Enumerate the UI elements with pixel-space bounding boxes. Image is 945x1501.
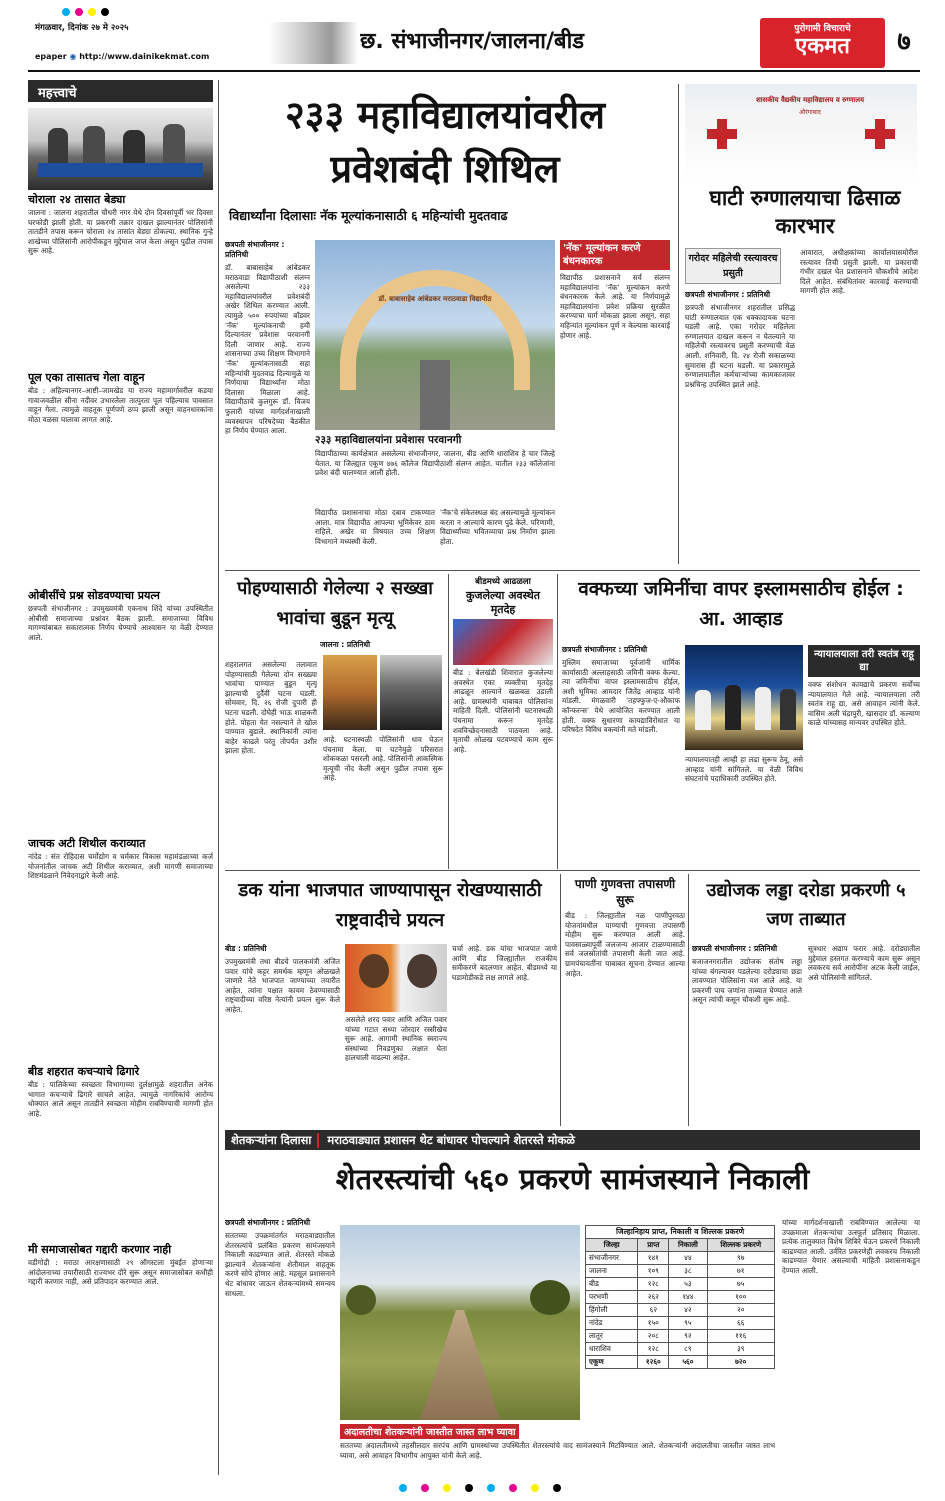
hospital-headline: घाटी रुग्णालयाचा ढिसाळ कारभार [709, 186, 901, 238]
farm-table-cell: एकूण [586, 1356, 638, 1369]
sidebar-item-head: बीड शहरात कचऱ्याचे ढिगारे [28, 1065, 140, 1078]
farm-table-header: प्राप्त [638, 1239, 669, 1252]
waqf-box-head: न्यायालयाला तरी स्वतंत्र राहू द्या [808, 645, 920, 677]
water-headline: पाणी गुणवत्ता तपासणी सुरू [574, 877, 676, 907]
hospital-col2: आवारात, अधीक्षकांच्या कार्यालयासमोरील रस्त्यावर तिची प्रसुती झाली. या प्रकाराची गंभीर दखल घेत प्रशासनाने चौकशीचे आदेश दिले आहेत. संबंधितांवर कारवाई करण्याची मागणी होत आहे. [800, 248, 918, 296]
farm-table-cell: धाराशिव [586, 1343, 638, 1356]
lead-photo-caption: २३३ महाविद्यालयांना प्रवेशास परवानगी [315, 434, 462, 446]
red-cross-icon [865, 119, 895, 149]
lead-box-head: 'नॅक' मूल्यांकन करणे बंधनकारक [560, 240, 670, 270]
beed-headline: कुजलेल्या अवस्थेत मृतदेह [465, 589, 541, 616]
waqf-photo [685, 645, 803, 750]
section-rule-2 [225, 870, 920, 871]
sidebar-item [28, 371, 213, 586]
banner-text: मराठवाड्यात प्रशासन थेट बांधावर पोचल्याने शेतरस्ते मोकळे [327, 1132, 576, 1147]
farm-table-row [586, 1304, 775, 1317]
water-story [565, 876, 685, 1126]
sidebar-item-head: पूल एका तासातच गेला वाहून [28, 371, 145, 384]
hospital-byline: छत्रपती संभाजीनगर : प्रतिनिधी [685, 290, 771, 299]
sidebar-item-body: छत्रपती संभाजीनगर : उपमुख्यमंत्री एकनाथ शिंदे यांच्या उपस्थितीत ओबीसी समाजाच्या प्रश्नांवर बैठक झाली. समाजाच्या विविध मागण्यांबाबत सकारात्मक निर्णय घेण्याचे आश्वासन या वेळी देण्यात आले. [28, 604, 213, 642]
epaper-url[interactable]: http://www.dainikekmat.com [79, 52, 210, 61]
farm-table-cell: १२८ [638, 1343, 669, 1356]
drown-photo-2 [380, 655, 442, 730]
drown-headline: पोहण्यासाठी गेलेल्या २ सख्खा भावांचा बुडून मृत्यू [237, 578, 433, 629]
farm-table-title: जिल्हानिहाय प्राप्त, निकाली व शिल्लक प्रकरणे [586, 1226, 775, 1239]
farm-table-header: निकाली [669, 1239, 707, 1252]
waqf-headline: वक्फच्या जमिनींचा वापर इस्लामसाठीच होईल : आ. आव्हाड [578, 578, 904, 630]
hospital-body: छत्रपती संभाजीनगर शहरातील प्रसिद्ध घाटी रुग्णालयात एक धक्कादायक घटना घडली आहे. एका गरोदर महिलेला रुग्णालयात दाखल करून न घेतल्याने या महिलेची रस्त्यावरच प्रसुती करण्याची वेळ आली. शनिवारी, दि. २४ रोजी सकाळच्या सुमारास ही घटना घडली. या प्रकारामुळे रुग्णालयातील कर्मचाऱ्यांच्या कामकाजावर प्रश्नचिन्ह उपस्थित झाले आहे. [685, 303, 795, 389]
drown-byline: जालना : प्रतिनिधी [320, 640, 371, 649]
lead-headline: २३३ महाविद्यालयांवरील प्रवेशबंदी शिथिल [285, 93, 605, 191]
sidebar-item [28, 1243, 213, 1418]
drown-photo-1 [323, 655, 377, 730]
beed-photo [453, 619, 553, 665]
farm-table-cell: लातूर [586, 1330, 638, 1343]
water-divider [688, 874, 689, 1126]
sidebar-item [28, 837, 213, 1062]
header-epaper[interactable] [35, 52, 235, 64]
farm-table-cell: १५० [638, 1317, 669, 1330]
bottom-registration [300, 1484, 660, 1494]
globe-icon: ◉ [69, 52, 80, 61]
farm-table-cell: १२६० [638, 1356, 669, 1369]
farm-caption-box [340, 1420, 775, 1475]
farm-table-cell: ४४ [669, 1252, 707, 1265]
farm-table-cell: ४२ [669, 1304, 707, 1317]
farm-table-cell: ७१ [707, 1265, 775, 1278]
farm-table-cell: १२८ [638, 1278, 669, 1291]
ncp-body: उपमुख्यमंत्री तथा बीडचे पालकमंत्री अजित पवार यांचे कट्टर समर्थक म्हणून ओळखले जाणारे नेते भाजपात जाण्याच्या तयारीत आहेत. त्यांना पक्षात कायम ठेवण्यासाठी राष्ट्रवादीच्या वरिष्ठ नेत्यांनी प्रयत्न सुरू केले आहेत. [225, 957, 340, 1014]
header-date: मंगळवार, दिनांक २७ मे २०२५ [35, 23, 129, 33]
lead-body: डॉ. बाबासाहेब आंबेडकर मराठवाडा विद्यापीठाशी संलग्न असलेल्या २३३ महाविद्यालयांवरील प्रवेशबंदी अखेर शिथिल करण्यात आली. त्यामुळे ५०० रुपयांच्या बाँडवर 'नॅक' मूल्यांकनाची हमी दिल्यानंतर प्रवेशास परवानगी दिली जाणार आहे. राज्य शासनाच्या उच्च शिक्षण विभागाने 'नॅक' मूल्यांकनासाठी सहा महिन्यांची मुदतवाढ दिल्यामुळे या निर्णयाचा विद्यार्थ्यांना मोठा दिलासा मिळाला आहे. विद्यापीठाचे कुलगुरू डॉ. विजय फुलारी यांच्या मार्गदर्शनाखाली व्यवस्थापन परिषदेच्या बैठकीत हा निर्णय घेण्यात आला. [225, 263, 310, 436]
waqf-body: मुस्लिम समाजाच्या पूर्वजांनी धार्मिक कार्यासाठी अल्लाहसाठी जमिनी वक्फ केल्या. त्या जमिनींचा वापर इस्लामसाठीच होईल, अशी भूमिका आमदार जितेंद्र आव्हाड यांनी मांडली. मंगळवारी 'तहफ्फुज-ए-औकाफ कॉन्फरन्स' येथे आयोजित करण्यात आली होती. वक्फ सुधारणा कायद्याविरोधात या परिषदेत विविध वक्त्यांनी मते मांडली. [562, 658, 680, 735]
farm-table-cell: १४१ [638, 1252, 669, 1265]
farm-table-cell: १०० [707, 1291, 775, 1304]
section-title: छ. संभाजीनगर/जालना/बीड [360, 29, 585, 54]
farm-table-row [586, 1317, 775, 1330]
hospital-subhead-box [685, 248, 781, 284]
robbery-byline: छत्रपती संभाजीनगर : प्रतिनिधी [692, 944, 778, 953]
farm-table-row [586, 1278, 775, 1291]
sidebar-title: महत्त्वाचे [28, 80, 213, 102]
farm-banner [225, 1130, 920, 1150]
farm-table-cell: परभणी [586, 1291, 638, 1304]
drown-col2: आहे. घटनास्थळी पोलिसांनी धाव घेऊन पंचनामा केला. या घटनेमुळे परिसरात शोककळा पसरली आहे. पोलिसांनी आकस्मिक मृत्यूची नोंद केली असून पुढील तपास सुरू आहे. [323, 735, 443, 783]
farm-table-cell: ११६ [707, 1330, 775, 1343]
farm-table-cell: ५३ [669, 1278, 707, 1291]
ncp-col3: चर्चा आहे. डक यांचा भाजपात जाणे आणि बीड जिल्ह्यातील राजकीय समीकरणे बदलणार आहेत. बीडमध्ये या घडामोडीकडे लक्ष लागले आहे. [452, 944, 557, 982]
brand-logo [760, 18, 885, 68]
sidebar-item-head: चोराला २४ तासात बेड्या [28, 193, 126, 206]
farm-table-header: शिल्लक प्रकरणे [707, 1239, 775, 1252]
sidebar-photo [28, 108, 213, 190]
sidebar [28, 80, 213, 1475]
lead-photo-text: विद्यापीठाच्या कार्यक्षेत्रात असलेल्या संभाजीनगर, जालना, बीड आणि धाराशिव हे चार जिल्हे येतात. या जिल्ह्यात एकूण ४७६ कॉलेज विद्यापीठाशी संलग्न आहेत. यातील २३३ कॉलेजांना प्रवेश बंदी घालण्यात आली होती. [315, 449, 555, 478]
farm-table-row [586, 1343, 775, 1356]
hospital-sign: शासकीय वैद्यकीय महाविद्यालय व रुग्णालय [755, 96, 865, 104]
farm-table-row [586, 1291, 775, 1304]
lead-byline: छत्रपती संभाजीनगर : प्रतिनिधी [225, 240, 285, 259]
gate-sign: डॉ. बाबासाहेब आंबेडकर मराठवाडा विद्यापीठ [378, 295, 492, 303]
waqf-col1 [562, 645, 680, 867]
farm-table-header: जिल्हा [586, 1239, 638, 1252]
sidebar-item [28, 589, 213, 834]
farm-table-cell: २०८ [638, 1330, 669, 1343]
sidebar-item-body: वडीगोद्री : मराठा आरक्षणासाठी २९ ऑगस्टला मुंबईत होणाऱ्या आंदोलनाच्या तयारीसाठी राज्यभर दौरे सुरू असून समाजासोबत कधीही गद्दारी करणार नाही, असे प्रतिपादन करण्यात आले. [28, 1258, 213, 1287]
sidebar-divider [218, 80, 219, 1475]
farm-table-cell: बीड [586, 1278, 638, 1291]
registration-marks [62, 8, 109, 16]
farm-table-cell: ९७ [707, 1252, 775, 1265]
sidebar-item-head: ओबीसींचे प्रश्न सोडवण्याचा प्रयत्न [28, 589, 160, 602]
waqf-byline: छत्रपती संभाजीनगर : प्रतिनिधी [562, 645, 648, 654]
hospital-subhead: गरोदर महिलेची रस्त्यावरच प्रसुती [688, 253, 778, 279]
robbery-body: बजाजनगरातील उद्योजक संतोष लड्डा यांच्या बंगल्यावर पडलेल्या दरोड्याचा छडा लावण्यात पोलिसांना यश आले आहे. या प्रकरणी पाच जणांना ताब्यात घेण्यात आले असून त्यांची कसून चौकशी सुरू आहे. [692, 957, 802, 1005]
sidebar-item [28, 1065, 213, 1240]
farm-table [585, 1225, 775, 1420]
university-gate-photo [315, 240, 555, 430]
sidebar-item-body: बीड : पालिकेच्या स्वच्छता विभागाच्या दुर्लक्षामुळे शहरातील अनेक भागात कचऱ्याचे ढिगारे साचले आहेत. त्यामुळे नागरिकांचे आरोग्य धोक्यात आले असून तातडीने स्वच्छता मोहीम राबविण्याची मागणी होत आहे. [28, 1080, 213, 1118]
hospital-photo [685, 84, 917, 182]
lead-box [560, 240, 670, 505]
farm-caption: अदालतीचा शेतकऱ्यांनी जास्तीत जास्त लाभ घ्यावा [340, 1424, 519, 1439]
hospital-col1 [685, 290, 795, 560]
robbery-col2: सूत्रधार अद्याप फरार आहे. दरोड्यातील मुद्देमाल हस्तगत करण्याचे काम सुरू असून लवकरच सर्व आरोपींना अटक केली जाईल, असे पोलिसांनी सांगितले. [808, 944, 920, 982]
farm-table-cell: जालना [586, 1265, 638, 1278]
farm-table-cell: हिंगोली [586, 1304, 638, 1317]
farm-table-cell: ७५ [707, 1278, 775, 1291]
waqf-box-body: वक्फ संशोधन कायद्याचे प्रकरण सर्वोच्च न्यायालयात गेले आहे. न्यायालयाला तरी स्वतंत्र राहू द्या, असे आवाहन त्यांनी केले. वासिम अली चंद्रापुरी, खासदार डॉ. कल्याण काळे यांच्यासह मान्यवर उपस्थित होते. [808, 680, 920, 728]
farm-table-cell: ६६ [707, 1317, 775, 1330]
farm-photo [340, 1225, 580, 1420]
water-body: बीड : जिल्ह्यातील नळ पाणीपुरवठा योजनांमधील पाण्याची गुणवत्ता तपासणी मोहीम सुरू करण्यात आली आहे. पावसाळ्यापूर्वी जलजन्य आजार टाळण्यासाठी सर्व जलस्रोतांची तपासणी केली जात आहे. ग्रामपंचायतींना याबाबत सूचना देण्यात आल्या आहेत. [565, 911, 685, 978]
epaper-label: epaper [35, 52, 67, 61]
banner-label: शेतकऱ्यांना दिलासा [225, 1133, 319, 1148]
lead-col3: 'नॅक'चे संकेतस्थळ बंद असल्यामुळे मूल्यांकन करता न आल्याचे कारण पुढे केले. परिणामी, विद्यार्थ्यांच्या भवितव्याचा प्रश्न निर्माण झाला होता. [440, 508, 555, 546]
brand-tagline: पुरोगामी विचाराचे [794, 24, 851, 34]
sidebar-item-body: बीड : अहिल्यानगर–आष्टी–जामखेड या राज्य महामार्गावरील कडया गावाजवळील सीना नदीवर उभारलेला तात्पुरता पूल पहिल्याच पावसात वाहून गेला. त्यामुळे वाहतूक पूर्णपणे ठप्प झाली असून वाहनधारकांना मोठा वळसा घालावा लागत आहे. [28, 386, 213, 424]
hospital-sign-sub: औरंगाबाद [799, 109, 821, 116]
robbery-col1 [692, 944, 802, 1124]
farm-table-cell: २६२ [638, 1291, 669, 1304]
beed-body: बीड : बेलखंडी शिवारात कुजलेल्या अवस्थेत एका व्यक्तीचा मृतदेह आढळून आल्याने खळबळ उडाली आहे. ग्रामस्थांनी याबाबत पोलिसांना माहिती दिली. पोलिसांनी घटनास्थळी पंचनामा करून मृतदेह शवविच्छेदनासाठी पाठवला आहे. मृताची ओळख पटवण्याचे काम सुरू आहे. [453, 668, 553, 754]
hospital-divider [678, 84, 679, 564]
drown-body: शहरालगत असलेल्या तलावात पोहण्यासाठी गेलेल्या दोन सख्ख्या भावांचा पाण्यात बुडून मृत्यू झाल्याची दुर्दैवी घटना घडली. सोमवार, दि. २६ रोजी दुपारी ही घटना घडली. दोघेही भाऊ शाळकरी होते. पोहता येत नसल्याने ते खोल पाण्यात बुडाले. स्थानिकांनी त्यांना बाहेर काढले परंतु तोपर्यंत उशीर झाला होता. [225, 660, 317, 756]
farm-table-cell: ३९ [707, 1343, 775, 1356]
farm-table-cell: ३८ [669, 1265, 707, 1278]
ncp-byline: बीड : प्रतिनिधी [225, 944, 267, 953]
farm-table-row [586, 1356, 775, 1369]
farm-table-row [586, 1265, 775, 1278]
sidebar-item-body: नांदेड : संत रोहिदास चर्मोद्योग व चर्मकार विकास महामंडळाच्या कर्ज योजनांतील जाचक अटी शिथील कराव्यात, अशी मागणी समाजाच्या शिष्टमंडळाने निवेदनाद्वारे केली आहे. [28, 852, 213, 881]
farm-table-cell: ७२० [707, 1356, 775, 1369]
farm-table-cell: २० [707, 1304, 775, 1317]
farm-table-cell: संभाजीनगर [586, 1252, 638, 1265]
ncp-divider [560, 874, 561, 1126]
waqf-col2: न्यायालयातही आम्ही हा लढा सुरूच ठेवू, असे आव्हाड यांनी सांगितले. या वेळी विविध संघटनांचे पदाधिकारी उपस्थित होते. [685, 755, 803, 784]
farm-body: सततच्या उपक्रमांतर्गत मराठवाड्यातील शेतरस्त्यांचे प्रलंबित प्रकरण सामंजस्याने निकाली काढण्यात आले. शेतरस्ते मोकळे झाल्याने शेतकऱ्यांना शेतीमाल वाहतूक करणे सोपे होणार आहे. महसूल प्रशासनाने थेट बांधावर जाऊन शेतकऱ्यांमध्ये समन्वय साधला. [225, 1231, 335, 1298]
farm-col-right: यांच्या मार्गदर्शनाखाली राबविण्यात आलेल्या या उपक्रमाला शेतकऱ्यांचा उत्स्फूर्त प्रतिसाद मिळाला. प्रत्येक तालुक्यात विशेष शिबिरे घेऊन प्रकरणे निकाली काढण्यात आली. उर्वरित प्रकरणेही लवकरच निकाली काढण्यात येणार असल्याची माहिती प्रशासनाकडून देण्यात आली. [782, 1218, 920, 1275]
farm-table-row [586, 1252, 775, 1265]
farm-table-row [586, 1330, 775, 1343]
farm-table-cell: १४४ [669, 1291, 707, 1304]
farm-table-cell: ९५ [669, 1317, 707, 1330]
ncp-headline: डक यांना भाजपात जाण्यापासून रोखण्यासाठी राष्ट्रवादीचे प्रयत्न [238, 880, 542, 931]
sidebar-item-head: जाचक अटी शिथील कराव्यात [28, 837, 146, 850]
farm-byline: छत्रपती संभाजीनगर : प्रतिनिधी [225, 1218, 311, 1227]
farm-headline: शेतरस्त्यांची ५६० प्रकरणे सामंजस्याने निकाली [335, 1162, 810, 1196]
drown-divider [448, 574, 449, 869]
beed-divider [557, 574, 558, 869]
header-decoration [268, 22, 358, 64]
lead-box-body: विद्यापीठ प्रशासनाने सर्व संलग्न महाविद्यालयांना 'नॅक' मूल्यांकन करणे बंधनकारक केले आहे. या निर्णयामुळे महाविद्यालयांना प्रवेश प्रक्रिया सुरळीत करण्याचा मार्ग मोकळा झाला असून, सहा महिन्यांत मूल्यांकन पूर्ण न केल्यास कारवाई होणार आहे. [560, 273, 670, 340]
farm-col1 [225, 1218, 335, 1473]
waqf-box [808, 645, 920, 867]
red-cross-icon [707, 119, 737, 149]
lead-subhead: विद्यार्थ्यांना दिलासाः नॅक मूल्यांकनासाठी ६ महिन्यांची मुदतवाढ [229, 208, 508, 223]
sidebar-item [28, 193, 213, 368]
robbery-headline: उद्योजक लड्डा दरोडा प्रकरणी ५ जण ताब्यात [706, 880, 906, 930]
farm-caption-body: सततच्या अदालतीमध्ये तहसीलदार सरपंच आणि ग्रामस्थांच्या उपस्थितीत शेतरस्त्यांचे वाद सामंजस्याने मिटविण्यात आले. शेतकऱ्यांनी अदालतीचा जास्तीत जास्त लाभ घ्यावा, असे आवाहन विभागीय आयुक्त यांनी केले आहे. [340, 1441, 775, 1460]
sidebar-item-body: जालना : जालना शहरातील चौधरी नगर येथे दोन दिवसांपूर्वी भर दिवसा घरफोडी झाली होती. या प्रकरणी तक्रार दाखल झाल्यानंतर पोलिसांनी तातडीने तपास करून चोराला २४ तासांत बेड्या ठोकल्या. स्थानिक गुन्हे शाखेच्या पोलिसांनी आरोपीकडून मुद्देमाल जप्त केला असून पुढील तपास सुरू आहे. [28, 208, 213, 256]
brand-name: एकमत [795, 34, 850, 59]
lead-col1 [225, 240, 310, 565]
farm-table-cell: नांदेड [586, 1317, 638, 1330]
beed-kicker: बीडमध्ये आढळला [475, 577, 531, 587]
sidebar-item-head: मी समाजासोबत गद्दारी करणार नाही [28, 1243, 172, 1256]
farm-table-cell: ५६० [669, 1356, 707, 1369]
ncp-col1 [225, 944, 340, 1124]
farm-table-cell: १०९ [638, 1265, 669, 1278]
section-rule [225, 570, 920, 571]
lead-col2: विद्यापीठ प्रशासनाचा मोठा दबाव टाकण्यात आला. मात्र विद्यापीठ आपल्या भूमिकेवर ठाम राहिले. अखेर या विषयात उच्च शिक्षण विभागाने मध्यस्थी केली. [315, 508, 435, 546]
ncp-photo [345, 944, 447, 1012]
header-rule [28, 70, 920, 72]
farm-table-cell: ९२ [669, 1330, 707, 1343]
farm-table-cell: ८९ [669, 1343, 707, 1356]
farm-table-cell: ६२ [638, 1304, 669, 1317]
lead-photo-caption-box [315, 430, 555, 505]
ncp-col2: असलेले शरद पवार आणि अजित पवार यांच्या गटात सध्या जोरदार रस्सीखेच सुरू आहे. आगामी स्थानिक स्वराज्य संस्थांच्या निवडणुका लक्षात घेता हालचाली वाढल्या आहेत. [345, 1015, 447, 1063]
page-number: ७ [897, 27, 911, 57]
beed-story [453, 576, 553, 866]
